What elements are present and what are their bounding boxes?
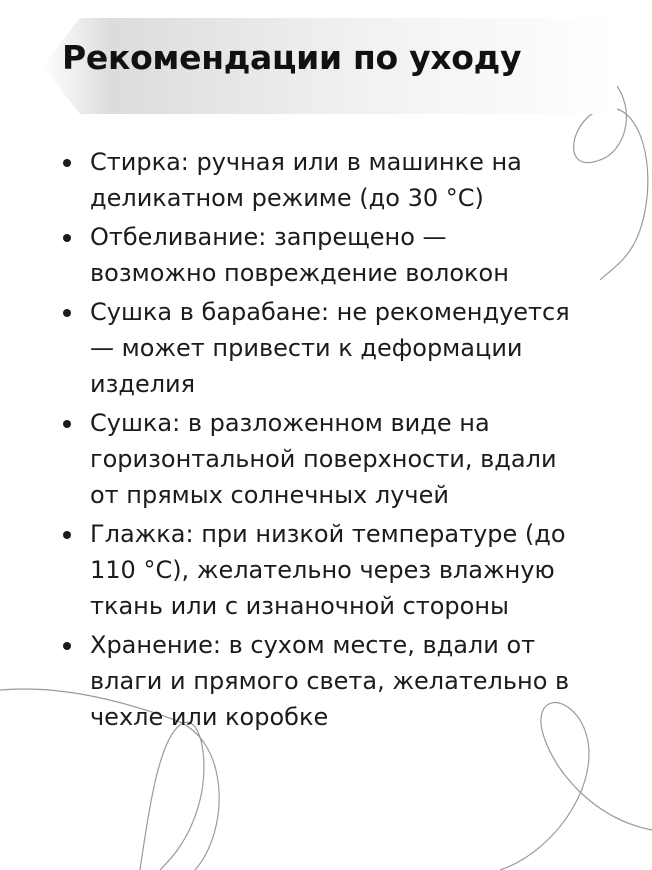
bullet-icon [63,531,71,539]
item-text-line: Стирка: ручная или в машинке на [90,148,522,176]
bullet-icon [63,642,71,650]
item-text-line: Отбеливание: запрещено — [90,223,447,251]
list-item-ironing [0,516,652,624]
item-text-line: влаги и прямого света, желательно в [90,667,570,695]
item-text-line: Сушка: в разложенном виде на [90,409,490,437]
list-item-storage [0,627,652,735]
list-item-flat-drying [0,405,652,513]
care-instructions-list [0,144,652,738]
bullet-icon [63,420,71,428]
item-text-line: горизонтальной поверхности, вдали [90,445,557,473]
item-text-line: Глажка: при низкой температуре (до [90,520,566,548]
item-text-line: ткань или с изнаночной стороны [90,592,509,620]
item-text-line: чехле или коробке [90,703,329,731]
bullet-icon [63,159,71,167]
item-text-line: изделия [90,370,196,398]
item-text-line: Сушка в барабане: не рекомендуется [90,298,570,326]
bullet-icon [63,309,71,317]
item-text-line: возможно повреждение волокон [90,259,509,287]
item-text-line: деликатном режиме (до 30 °C) [90,184,484,212]
page-title: Рекомендации по уходу [62,38,522,77]
bullet-icon [63,234,71,242]
item-text-line: Хранение: в сухом месте, вдали от [90,631,536,659]
list-item-bleaching [0,219,652,291]
item-text-line: от прямых солнечных лучей [90,481,449,509]
item-text-line: — может привести к деформации [90,334,523,362]
list-item-tumble-drying [0,294,652,402]
list-item-washing [0,144,652,216]
item-text-line: 110 °C), желательно через влажную [90,556,555,584]
